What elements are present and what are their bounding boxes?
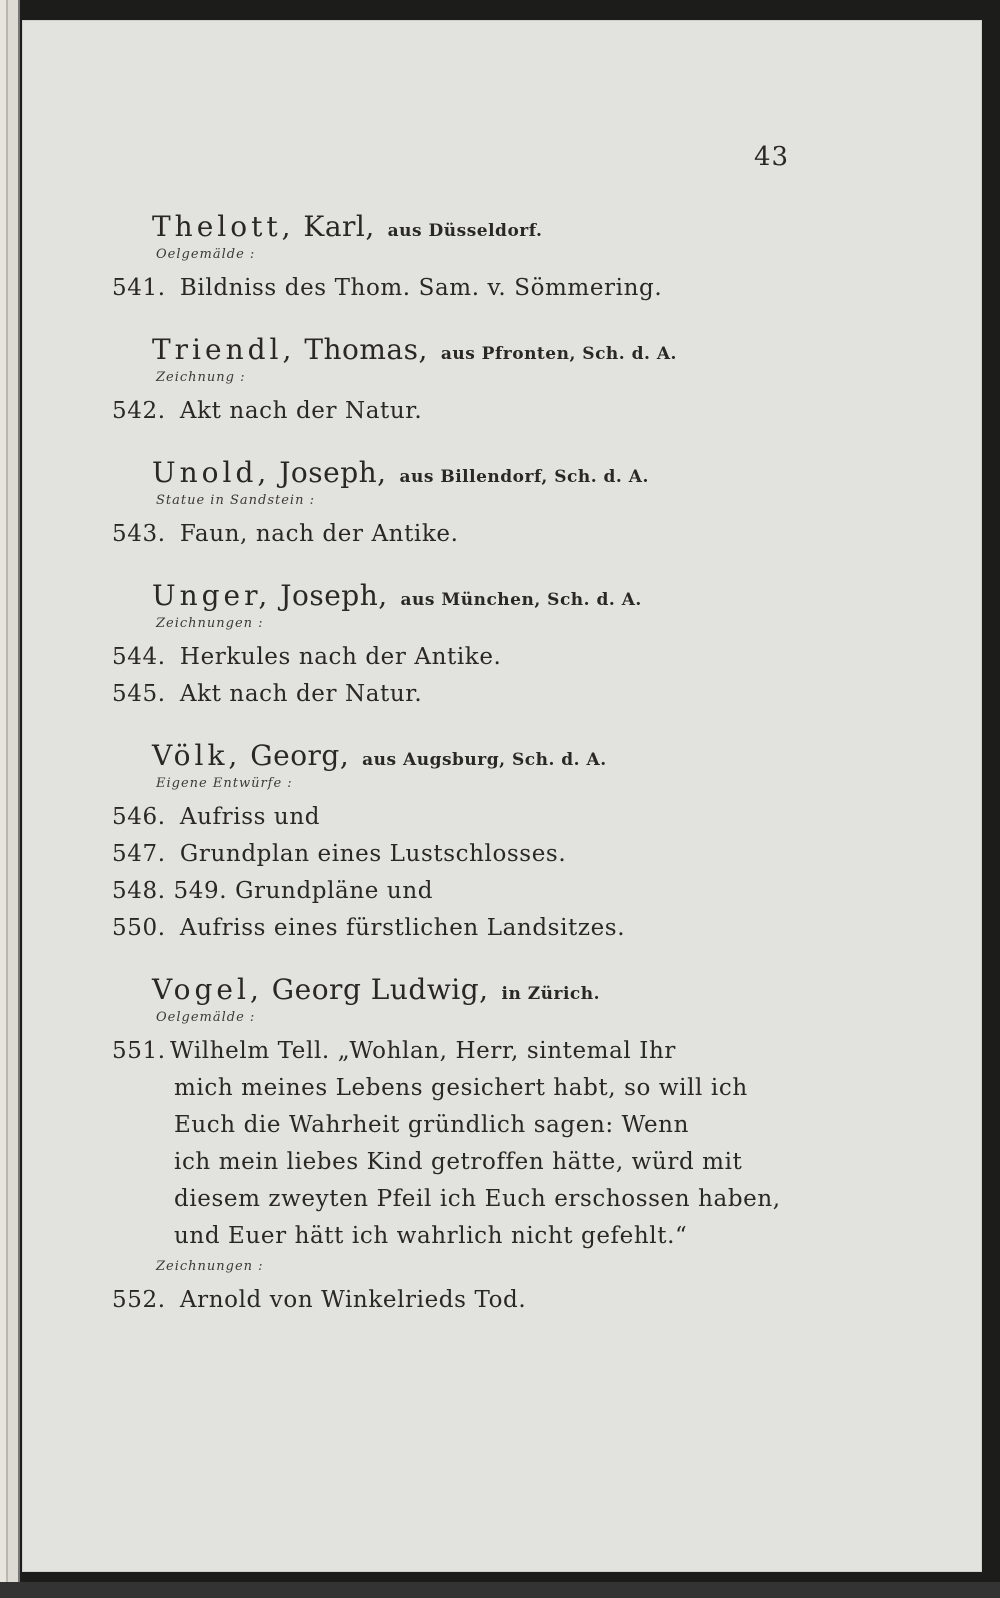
medium-label: Zeichnungen : (156, 616, 264, 631)
quote-line: ich mein liebes Kind getroffen hätte, würd mit (174, 1149, 743, 1175)
artist-given-name: Joseph, (280, 579, 388, 612)
work-number: 548. 549. (112, 878, 228, 904)
artist-surname: Thelott, (152, 210, 295, 243)
work-title: Aufriss und (179, 804, 321, 830)
work-title: Herkules nach der Antike. (179, 644, 502, 670)
quote-line: diesem zweyten Pfeil ich Euch erschossen haben, (174, 1186, 781, 1212)
artist-origin: aus Pfronten, Sch. d. A. (440, 344, 677, 364)
artist-entry (112, 210, 852, 307)
artist-heading (152, 210, 852, 243)
quote-line: mich meines Lebens gesichert habt, so will ich (174, 1075, 748, 1101)
artist-surname: Vogel, (152, 973, 263, 1006)
work-item (112, 393, 852, 430)
artist-surname: Unold, (152, 456, 271, 489)
medium-label: Oelgemälde : (156, 247, 256, 262)
artist-entry (112, 456, 852, 553)
artist-origin: in Zürich. (501, 984, 601, 1004)
work-title: Grundplan eines Lustschlosses. (179, 841, 567, 867)
artist-origin: aus München, Sch. d. A. (400, 590, 642, 610)
artist-surname: Unger, (152, 579, 272, 612)
artist-entry (112, 579, 852, 713)
work-title: Akt nach der Natur. (179, 398, 423, 424)
artist-origin: aus Billendorf, Sch. d. A. (399, 467, 649, 487)
work-number: 547. (112, 841, 166, 867)
artist-given-name: Thomas, (304, 333, 428, 366)
work-item (112, 516, 852, 553)
work-title: Faun, nach der Antike. (179, 521, 459, 547)
artist-surname: Triendl, (152, 333, 296, 366)
work-title: Aufriss eines fürstlichen Landsitzes. (179, 915, 626, 941)
work-number: 552. (112, 1287, 166, 1313)
work-item (112, 639, 852, 676)
work-item (112, 270, 852, 307)
artist-origin: aus Düsseldorf. (387, 221, 543, 241)
work-number: 542. (112, 398, 166, 424)
work-title: Arnold von Winkelrieds Tod. (179, 1287, 527, 1313)
work-number: 541. (112, 275, 166, 301)
quote-line: und Euer hätt ich wahrlich nicht gefehlt.“ (174, 1223, 688, 1249)
work-number: 551. (112, 1038, 166, 1064)
scan-border (0, 1582, 1000, 1598)
artist-entry (112, 739, 852, 947)
book-page (22, 20, 982, 1572)
artist-heading (152, 333, 852, 366)
work-item (112, 873, 852, 910)
work-item (112, 836, 852, 873)
work-number: 545. (112, 681, 166, 707)
artist-heading (152, 456, 852, 489)
artist-given-name: Georg Ludwig, (271, 973, 489, 1006)
artist-surname: Völk, (152, 739, 242, 772)
work-number: 546. (112, 804, 166, 830)
book-spine (0, 0, 20, 1598)
artist-given-name: Joseph, (279, 456, 387, 489)
medium-label: Zeichnungen : (156, 1259, 264, 1274)
work-item (112, 676, 852, 713)
artist-heading (152, 973, 852, 1006)
quote-line (112, 1033, 852, 1070)
medium-label: Oelgemälde : (156, 1010, 256, 1025)
catalogue-entries (112, 210, 852, 1345)
medium-label: Zeichnung : (156, 370, 246, 385)
medium-label: Statue in Sandstein : (156, 493, 315, 508)
artist-origin: aus Augsburg, Sch. d. A. (362, 750, 607, 770)
artist-heading (152, 739, 852, 772)
artist-entry (112, 973, 852, 1319)
work-title: Akt nach der Natur. (179, 681, 423, 707)
artist-entry (112, 333, 852, 430)
quote-text: Wilhelm Tell. „Wohlan, Herr, sintemal Ihr (170, 1038, 676, 1064)
page-number: 43 (754, 142, 790, 172)
work-number: 550. (112, 915, 166, 941)
work-item (112, 1282, 852, 1319)
work-number: 543. (112, 521, 166, 547)
artist-heading (152, 579, 852, 612)
work-title: Grundpläne und (235, 878, 434, 904)
work-number: 544. (112, 644, 166, 670)
artist-given-name: Georg, (250, 739, 350, 772)
work-title: Bildniss des Thom. Sam. v. Sömmering. (179, 275, 663, 301)
work-item (112, 910, 852, 947)
work-item (112, 799, 852, 836)
artist-given-name: Karl, (303, 210, 375, 243)
work-quote (112, 1033, 852, 1255)
quote-line: Euch die Wahrheit gründlich sagen: Wenn (174, 1112, 690, 1138)
medium-label: Eigene Entwürfe : (156, 776, 293, 791)
